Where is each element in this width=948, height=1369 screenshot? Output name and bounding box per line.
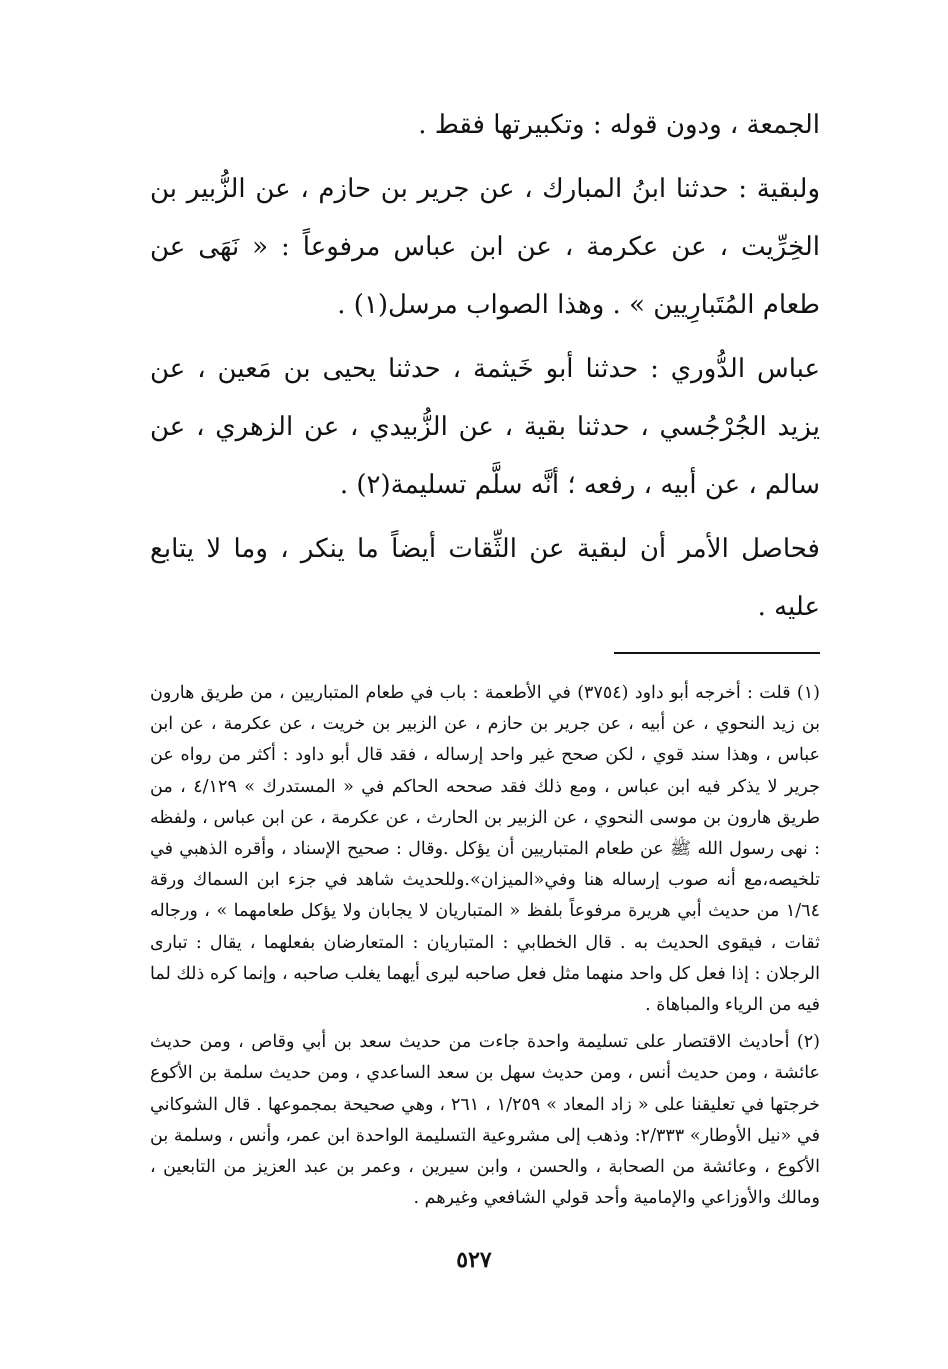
page-number: ٥٢٧: [456, 1247, 492, 1273]
book-page: [150, 96, 820, 1214]
main-text: [150, 96, 820, 636]
paragraph-conclusion: فحاصل الأمر أن لبقية عن الثِّقات أيضاً ما ينكر ، وما لا يتابع عليه .: [150, 534, 820, 622]
paragraph-baqiyya-ibn-mubarak: ولبقية : حدثنا ابنُ المبارك ، عن جرير بن حازم ، عن الزُّبير بن الخِرِّيت ، عن عكرمة ، عن ابن عباس مرفوعاً : « نَهَى عن طعام المُتَبارِيين » . وهذا الصواب مرسل(١) .: [150, 174, 820, 320]
footnote-divider: [614, 652, 820, 654]
footnote-1: (١) قلت : أخرجه أبو داود (٣٧٥٤) في الأطعمة : باب في طعام المتباريين ، من طريق هارون بن زيد النحوي ، عن أبيه ، عن جرير بن حازم ، عن الزبير بن خريت ، عن عكرمة ، عن ابن عباس ، وهذا سند قوي ، لكن صحح غير واحد إرساله ، فقد قال أبو داود : أكثر من رواه عن جرير لا يذكر فيه ابن عباس ، ومع ذلك فقد صححه الحاكم في « المستدرك » ٤/١٢٩ ، من طريق هارون بن موسى النحوي ، عن الزبير بن الحارث ، عن عكرمة ، عن ابن عباس ، ولفظه : نهى رسول الله ﷺ عن طعام المتباريين أن يؤكل .وقال : صحيح الإسناد ، وأقره الذهبي في تلخيصه،مع أنه صوب إرساله هنا وفي«الميزان».وللحديث شاهد في جزء ابن السماك ورقة ١/٦٤ من حديث أبي هريرة مرفوعاً بلفظ « المتباريان لا يجابان ولا يؤكل طعامهما » ، ورجاله ثقات ، فيقوى الحديث به . قال الخطابي : المتباريان : المتعارضان بفعلهما ، يقال : تبارى الرجلان : إذا فعل كل واحد منهما مثل فعل صاحبه ليرى أيهما يغلب صاحبه ، وإنما كره ذلك لما فيه من الرياء والمباهاة .: [150, 683, 820, 1016]
footnotes: [150, 678, 820, 1214]
paragraph-abbas-duri: عباس الدُّوري : حدثنا أبو خَيثمة ، حدثنا يحيى بن مَعين ، عن يزيد الجُرْجُسي ، حدثنا بقية ، عن الزُّبيدي ، عن الزهري ، عن سالم ، عن أبيه ، رفعه ؛ أنَّه سلَّم تسليمة(٢) .: [150, 354, 820, 500]
paragraph-friday: الجمعة ، ودون قوله : وتكبيرتها فقط .: [418, 110, 820, 140]
footnote-2: (٢) أحاديث الاقتصار على تسليمة واحدة جاءت من حديث سعد بن أبي وقاص ، ومن حديث عائشة ، ومن حديث أنس ، ومن حديث سهل بن سعد الساعدي ، ومن حديث سلمة بن الأكوع خرجتها في تعليقنا على « زاد المعاد » ١/٢٥٩ ، ٢٦١ ، وهي صحيحة بمجموعها . قال الشوكاني في «نيل الأوطار» ٢/٣٣٣: وذهب إلى مشروعية التسليمة الواحدة ابن عمر، وأنس ، وسلمة بن الأكوع ، وعائشة من الصحابة ، والحسن ، وابن سيرين ، وعمر بن عبد العزيز من التابعين ، ومالك والأوزاعي والإمامية وأحد قولي الشافعي وغيرهم .: [150, 1032, 821, 1209]
